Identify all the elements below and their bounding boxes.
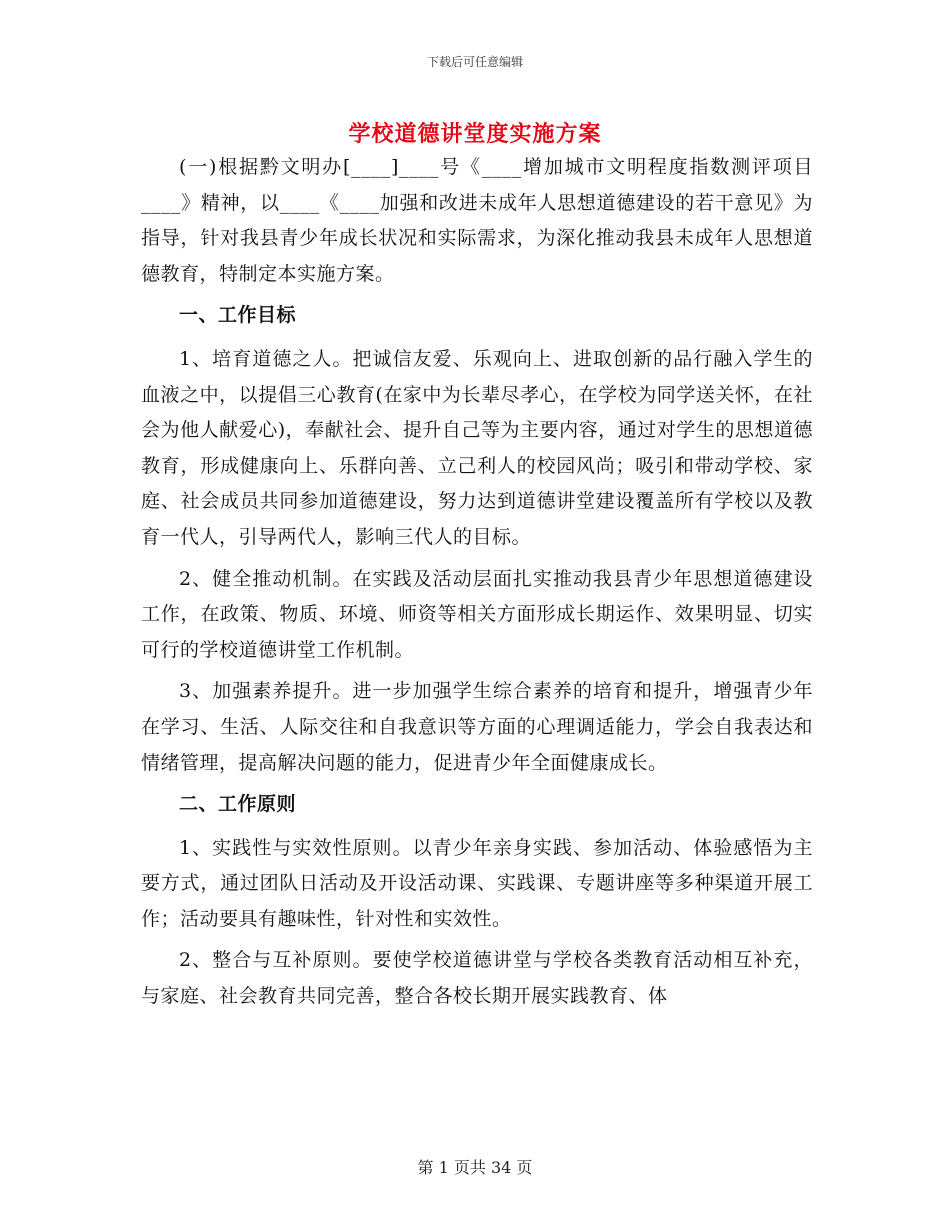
goal-paragraph-3: 3、加强素养提升。进一步加强学生综合素养的培育和提升，增强青少年在学习、生活、人际交往和自我意识等方面的心理调适能力，学会自我表达和情绪管理，提高解决问题的能力，促进青少年全面健康成长。 xyxy=(141,680,813,774)
intro-paragraph: (一)根据黔文明办[____]____号《____增加城市文明程度指数测评项目____》精神，以____《____加强和改进未成年人思想道德建设的若干意见》为指导，针对我县青少年成长状况和实际需求，为深化推动我县未成年人思想道德教育，特制定本实施方案。 xyxy=(141,156,813,285)
section-heading-principles: 二、工作原则 xyxy=(179,793,297,816)
goal-paragraph-1: 1、培育道德之人。把诚信友爱、乐观向上、进取创新的品行融入学生的血液之中，以提倡三心教育(在家中为长辈尽孝心，在学校为同学送关怀，在社会为他人献爱心)，奉献社会、提升自己等为主要内容，通过对学生的思想道德教育，形成健康向上、乐群向善、立己利人的校园风尚；吸引和带动学校、家庭、社会成员共同参加道德建设，努力达到道德讲堂建设覆盖所有学校以及教育一代人，引导两代人，影响三代人的目标。 xyxy=(141,347,813,548)
page-footer: 第 1 页共 34 页 xyxy=(417,1158,533,1177)
principle-paragraph-2: 2、整合与互补原则。要使学校道德讲堂与学校各类教育活动相互补充，与家庭、社会教育共同完善，整合各校长期开展实践教育、体 xyxy=(141,949,813,1008)
document-title: 学校道德讲堂度实施方案 xyxy=(348,121,602,147)
section-heading-goals: 一、工作目标 xyxy=(179,304,297,327)
principle-paragraph-1: 1、实践性与实效性原则。以青少年亲身实践、参加活动、体验感悟为主要方式，通过团队日活动及开设活动课、实践课、专题讲座等多种渠道开展工作；活动要具有趣味性，针对性和实效性。 xyxy=(141,836,813,930)
goal-paragraph-2: 2、健全推动机制。在实践及活动层面扎实推动我县青少年思想道德建设工作，在政策、物质、环境、师资等相关方面形成长期运作、效果明显、切实可行的学校道德讲堂工作机制。 xyxy=(141,567,813,661)
header-note: 下载后可任意编辑 xyxy=(426,55,523,69)
document-body xyxy=(141,150,813,1021)
